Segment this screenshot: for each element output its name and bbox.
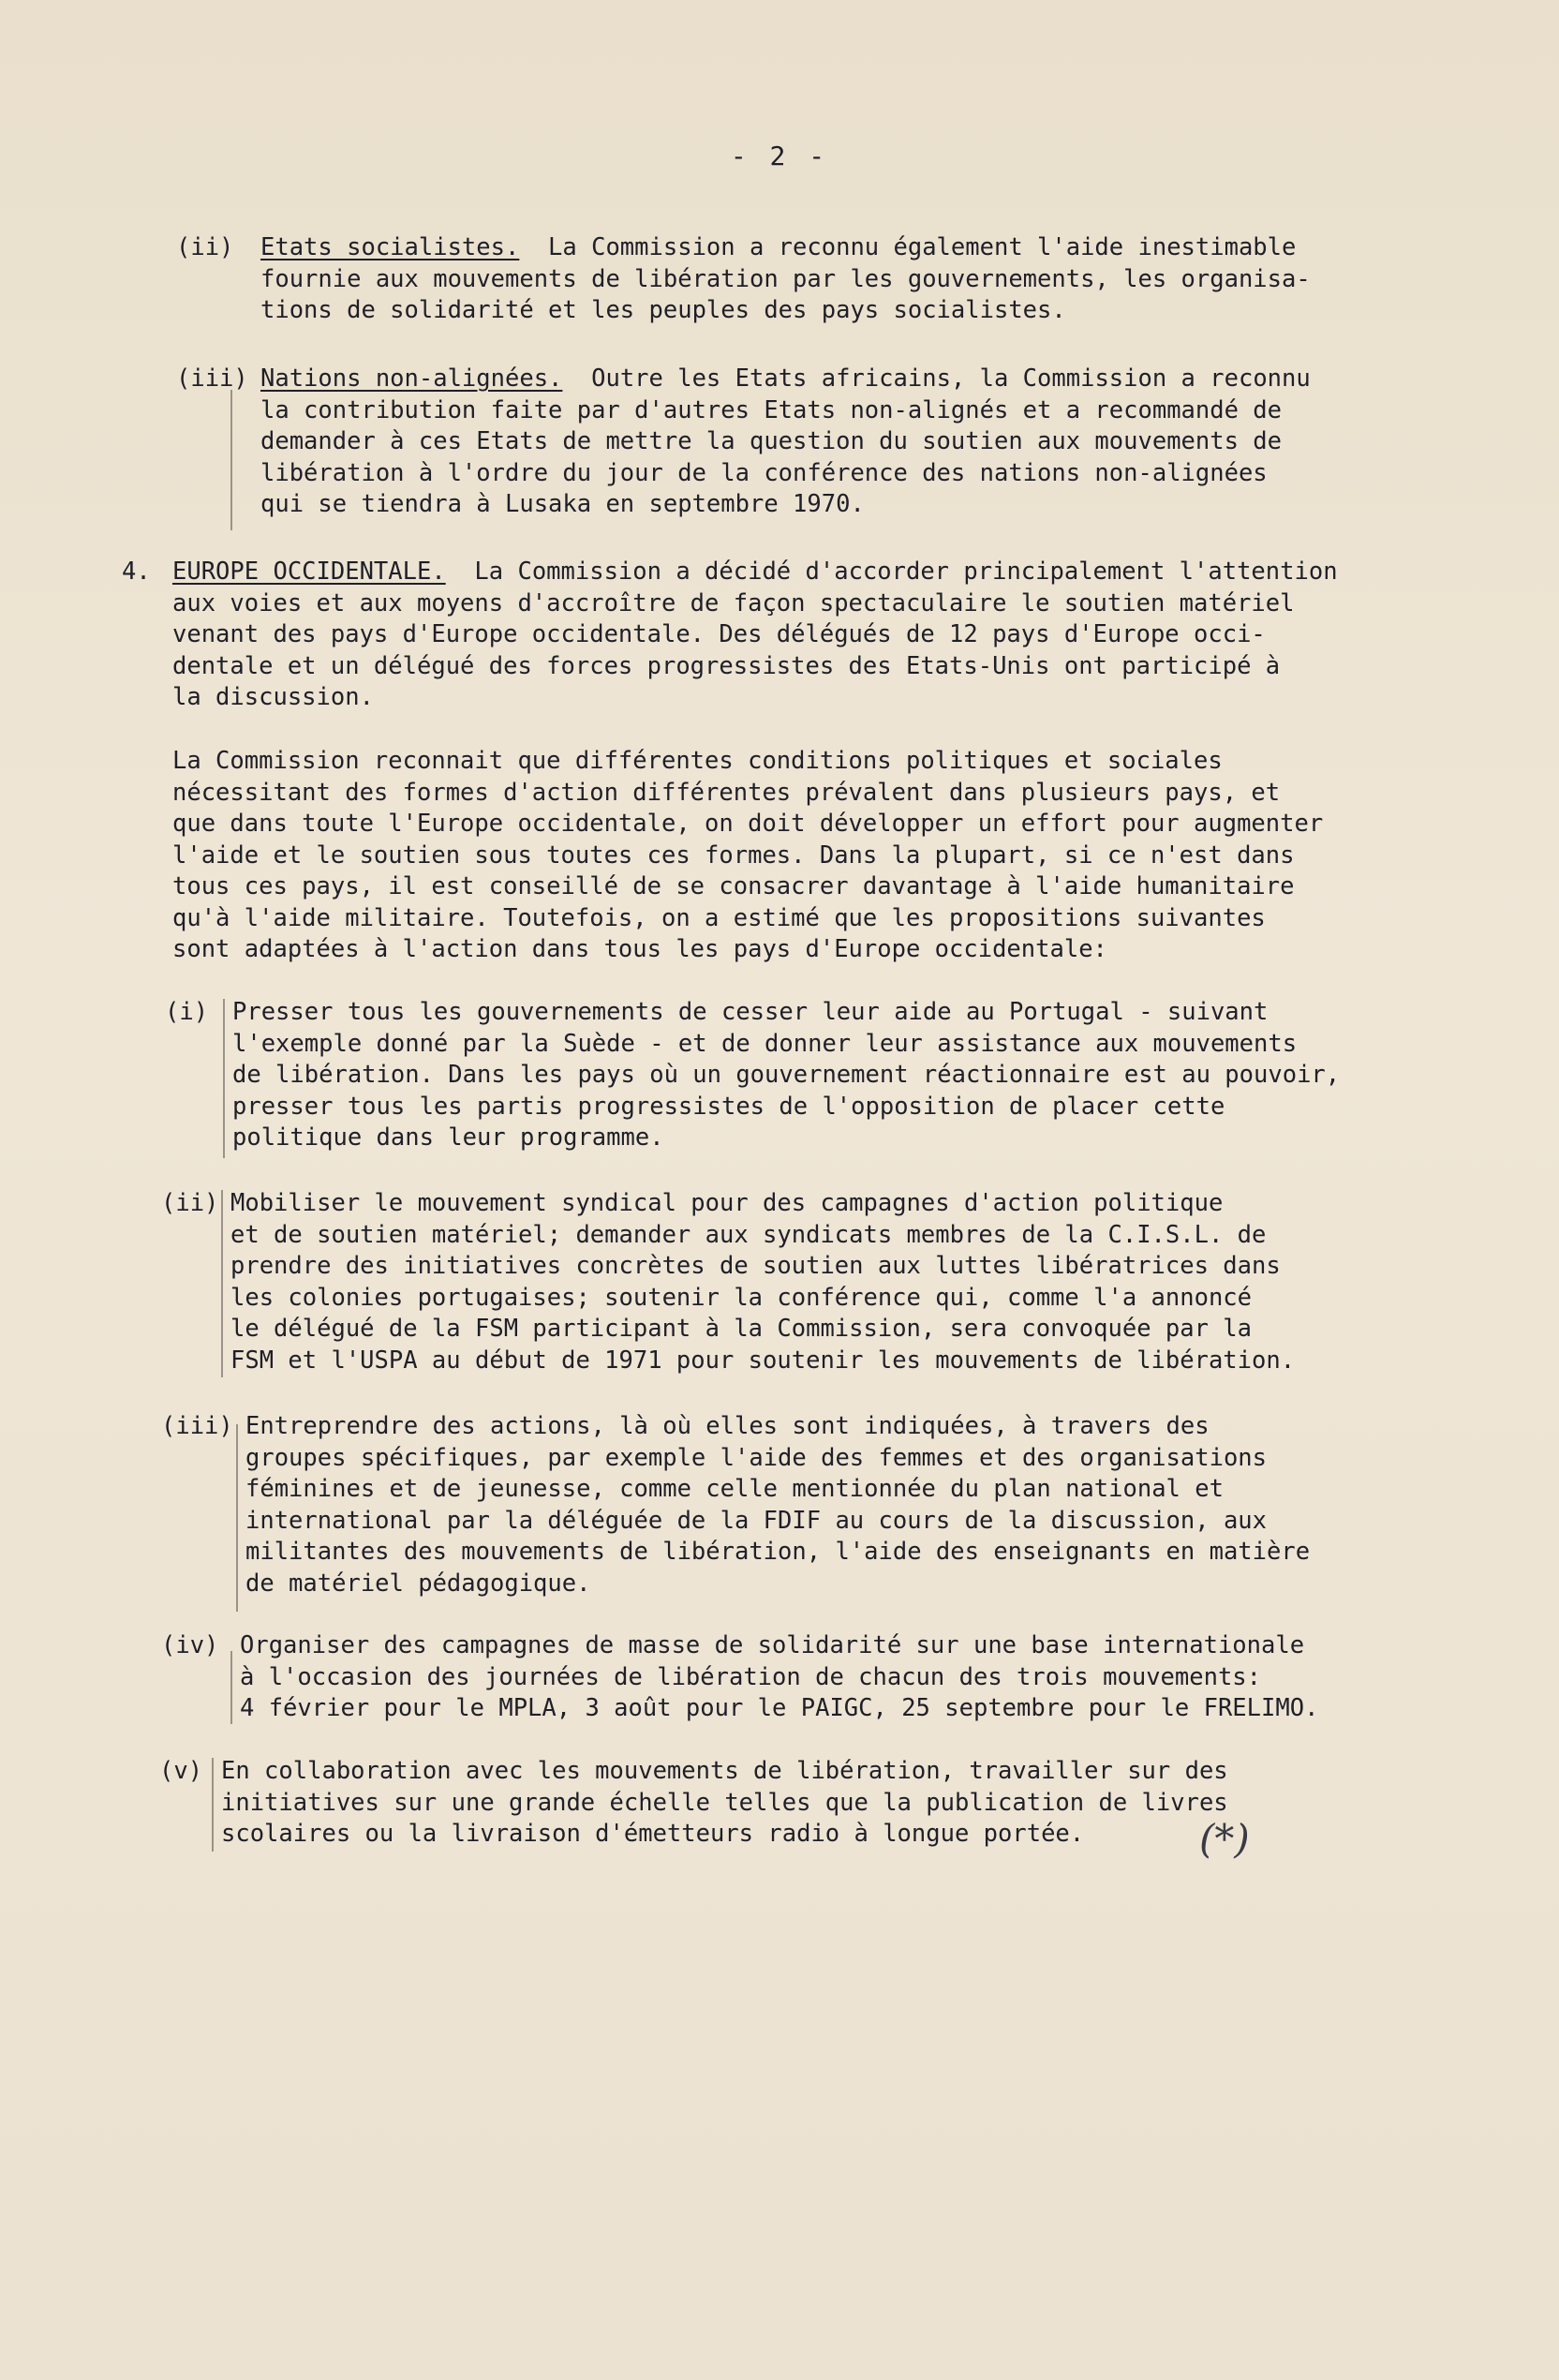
text-line: et de soutien matériel; demander aux syndicats membres de la C.I.S.L. de (230, 1220, 1267, 1249)
section-heading: Etats socialistes. (260, 233, 520, 261)
text-line: militantes des mouvements de libération, l'aide des enseignants en matière (245, 1538, 1311, 1566)
text-line: tous ces pays, il est conseillé de se consacrer davantage à l'aide humanitaire (172, 872, 1295, 900)
text-line: sont adaptées à l'action dans tous les pays d'Europe occidentale: (172, 935, 1107, 963)
item-label: (iv) (161, 1631, 219, 1659)
section-heading: Nations non-alignées. (260, 364, 563, 393)
text-line: scolaires ou la livraison d'émetteurs radio à longue portée. (221, 1820, 1085, 1848)
proposal-iv (240, 1630, 1318, 1725)
margin-bar (230, 390, 232, 530)
line-rest: Outre les Etats africains, la Commission a reconnu (562, 364, 1311, 393)
text-line: aux voies et aux moyens d'accroître de façon spectaculaire le soutien matériel (172, 588, 1295, 617)
text-line: En collaboration avec les mouvements de libération, travailler sur des (221, 1757, 1228, 1785)
text-line: féminines et de jeunesse, comme celle mentionnée du plan national et (245, 1475, 1224, 1503)
text-line: Organiser des campagnes de masse de solidarité sur une base internationale (240, 1631, 1305, 1659)
text-line: la contribution faite par d'autres Etats non-alignés et a recommandé de (260, 395, 1283, 424)
section-heading: EUROPE OCCIDENTALE. (172, 558, 446, 586)
text-line: l'aide et le soutien sous toutes ces formes. Dans la plupart, si ce n'est dans (172, 840, 1295, 870)
text-line: libération à l'ordre du jour de la conférence des nations non-alignées (260, 458, 1268, 487)
text-line: politique dans leur programme. (232, 1123, 664, 1152)
item-label: (iii) (161, 1412, 233, 1440)
item-label: (i) (165, 998, 209, 1026)
text-line: international par la déléguée de la FDIF au cours de la discussion, aux (245, 1506, 1268, 1535)
text-line: La Commission reconnait que différentes conditions politiques et sociales (172, 747, 1223, 775)
text-line: venant des pays d'Europe occidentale. Des délégués de 12 pays d'Europe occi- (172, 620, 1266, 648)
item-label: (v) (159, 1757, 203, 1785)
text-line: prendre des initiatives concrètes de soutien aux luttes libératrices dans (230, 1252, 1281, 1280)
text-line: Presser tous les gouvernements de cesser leur aide au Portugal - suivant (232, 998, 1269, 1026)
text-line: groupes spécifiques, par exemple l'aide des femmes et des organisations (245, 1443, 1268, 1472)
text-line: nécessitant des formes d'action différentes prévalent dans plusieurs pays, et (172, 778, 1281, 807)
item-label: (ii) (176, 233, 234, 261)
margin-bar (223, 999, 225, 1158)
proposal-iii (245, 1411, 1310, 1599)
text-line: demander à ces Etats de mettre la question du soutien aux mouvements de (260, 427, 1283, 455)
text-line: 4 février pour le MPLA, 3 août pour le PAIGC, 25 septembre pour le FRELIMO. (240, 1694, 1319, 1722)
text-line: les colonies portugaises; soutenir la conférence qui, comme l'a annoncé (230, 1283, 1253, 1312)
margin-bar (212, 1758, 214, 1852)
section-europe (172, 557, 1338, 714)
paragraph-europe (172, 746, 1323, 966)
text-line: tions de solidarité et les peuples des pays socialistes. (260, 296, 1066, 324)
proposal-ii (230, 1188, 1295, 1376)
item-label: 4. (122, 558, 151, 586)
handwritten-asterisk-mark: (*) (1199, 1816, 1250, 1862)
text-line: qu'à l'aide militaire. Toutefois, on a estimé que les propositions suivantes (172, 903, 1266, 932)
text-line (172, 557, 1338, 588)
text-line: de matériel pédagogique. (245, 1569, 591, 1598)
text-line: dentale et un délégué des forces progressistes des Etats-Unis ont participé à (172, 651, 1281, 680)
text-line: fournie aux mouvements de libération par les gouvernements, les organisa- (260, 264, 1311, 293)
item-label: (ii) (161, 1189, 219, 1217)
text-line (260, 232, 1311, 264)
text-line (260, 364, 1311, 395)
text-line: initiatives sur une grande échelle telles que la publication de livres (221, 1788, 1228, 1817)
proposal-v (221, 1756, 1228, 1851)
text-line: Mobiliser le mouvement syndical pour des campagnes d'action politique (230, 1189, 1224, 1217)
text-line: presser tous les partis progressistes de l'opposition de placer cette (232, 1092, 1225, 1121)
text-line: l'exemple donné par la Suède - et de donner leur assistance aux mouvements (232, 1029, 1298, 1058)
item-label: (iii) (176, 364, 248, 393)
margin-bar (236, 1424, 238, 1612)
margin-bar (230, 1651, 232, 1724)
line-rest: La Commission a décidé d'accorder principalement l'attention (445, 558, 1338, 586)
text-line: à l'occasion des journées de libération de chacun des trois mouvements: (240, 1662, 1262, 1691)
section-nonaligned (260, 364, 1311, 521)
text-line: Entreprendre des actions, là où elles sont indiquées, à travers des (245, 1412, 1210, 1440)
margin-bar (221, 1190, 223, 1377)
text-line: le délégué de la FSM participant à la Commission, sera convoquée par la (230, 1315, 1253, 1343)
proposal-i (232, 997, 1340, 1154)
line-rest: La Commission a reconnu également l'aide inestimable (519, 233, 1297, 261)
page-number: - 2 - (730, 141, 829, 171)
text-line: la discussion. (172, 683, 374, 711)
text-line: qui se tiendra à Lusaka en septembre 1970. (260, 490, 865, 518)
text-line: de libération. Dans les pays où un gouvernement réactionnaire est au pouvoir, (232, 1061, 1341, 1089)
text-line: FSM et l'USPA au début de 1971 pour soutenir les mouvements de libération. (230, 1346, 1296, 1375)
text-line: que dans toute l'Europe occidentale, on doit développer un effort pour augmenter (172, 810, 1324, 838)
section-socialist-states (260, 232, 1311, 327)
